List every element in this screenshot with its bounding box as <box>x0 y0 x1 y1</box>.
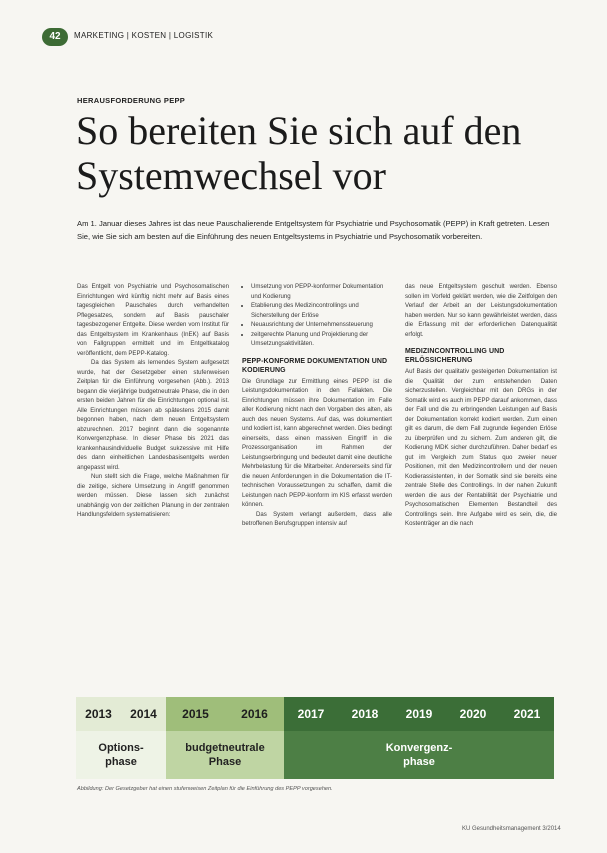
year-label: 2017 <box>297 707 325 721</box>
page-number-badge: 42 <box>42 28 68 46</box>
timeline-segment-neutral-years <box>166 697 284 731</box>
action-field-list <box>242 282 392 349</box>
paragraph: Da das System als lernendes System aufgesetzt wurde, hat der Gesetzgeber einen stufenweisen Zeitplan für die Einführung vorgesehen (Abb.). 2013 begann die vierjährige budgetneutrale Phase, die in den ersten beiden Jahren für die Einrichtungen optional ist. Alle Einrichtungen müssen ab spätestens 2015 damit begonnen haben, nach dem neuen Entgeltsystem abzurechnen. 2017 beginnt dann die sogenannte Konvergenzphase. In dieser Phase bis 2021 das krankenhausindividuelle Budget sukzessive mit Hilfe des dann einheitlichen Landesbasisentgelts werden angepasst wird. <box>77 359 229 471</box>
section-heading: MEDIZINCONTROLLING UND ERLÖSSICHERUNG <box>405 348 505 364</box>
text-column-3 <box>405 282 557 529</box>
text-column-2 <box>242 282 392 529</box>
year-label: 2020 <box>459 707 487 721</box>
article-title: So bereiten Sie sich auf den Systemwechsel vor <box>76 108 522 198</box>
year-label: 2013 <box>85 707 112 721</box>
year-label: 2019 <box>405 707 433 721</box>
phase-label-options: Options- phase <box>76 731 166 779</box>
phase-label-convergence: Konvergenz- phase <box>284 731 554 779</box>
list-item: • Neuausrichtung der Unternehmenssteuerung <box>251 320 392 330</box>
year-label: 2015 <box>182 707 209 721</box>
year-label: 2018 <box>351 707 379 721</box>
paragraph: Auf Basis der qualitativ gesteigerten Dokumentation ist die Qualität der zum entstehenden Daten sicherzustellen. Vergleichbar mit den DRGs in der Somatik wird es auch im PEPP darauf ankommen, dass der Fall und die zu erbringenden Leistungen auf Basis der Dokumentation korrekt kodiert werden. Zum einen gilt es darum, die dem Fall zugrunde liegenden Erlöse zu überprüfen und zu sichern. Zum anderen gilt, die Kodierung MDK sicher durchzuführen. Daher bedarf es gut im Vergleich zum Status quo zweier neuer Positionen, mit den Medizincontrollern und der neuen Kodierassistenten, in der Somatik sind sie bereits eine zentrale Stelle des Controllings. In der nahen Zukunft werden die aus der Rentabilität der Psychiatrie und Psychosomatischen Elementen Bestandteil des Controllings sein. Ihre Aufgabe wird es sein, die, die Kostenträger an die nach <box>405 368 557 527</box>
year-label: 2014 <box>130 707 157 721</box>
year-label: 2021 <box>513 707 541 721</box>
section-header: MARKETING | KOSTEN | LOGISTIK <box>74 31 214 40</box>
pepp-timeline <box>76 697 554 779</box>
phase-label-budgetneutral: budgetneutrale Phase <box>166 731 284 779</box>
list-item: • zeitgerechte Planung und Projektierung der Umsetzungsaktivitäten. <box>251 330 392 349</box>
section-heading: PEPP-KONFORME DOKUMENTATION UND KODIERUNG <box>242 357 388 374</box>
paragraph: Das Entgelt von Psychiatrie und Psychosomatischen Einrichtungen wird künftig nicht mehr auf Basis eines tagesgleichen Pauschales durch verhandelten Pflegesatzes, sondern auf Basis pauschaler tagesbezogener Entgelte. Diese werden vom Institut für das Entgeltsystem im Krankenhaus (InEK) auf Basis von Fallgruppen ermittelt und im Entgeltkatalog veröffentlicht, dem PEPP-Katalog. <box>77 283 229 357</box>
page-footer: KU Gesundheitsmanagement 3/2014 <box>462 826 561 832</box>
paragraph: Das System verlangt außerdem, dass alle betroffenen Berufsgruppen intensiv auf <box>242 510 392 527</box>
paragraph: Nun stellt sich die Frage, welche Maßnahmen für die zeitige, sichere Umsetzung in Angriff genommen werden müssen. Diese lassen sich zunächst unabhängig von der zeitlichen Planung in der zentralen Handlungsfeldern systematisieren: <box>77 473 229 518</box>
list-item: • Etablierung des Medizincontrollings und Sicherstellung der Erlöse <box>251 301 392 320</box>
timeline-phases-row <box>76 731 554 779</box>
figure-caption: Abbildung: Der Gesetzgeber hat einen stufenweisen Zeitplan für die Einführung des PEPP vorgesehen. <box>77 786 333 792</box>
list-item: • Umsetzung von PEPP-konformer Dokumentation und Kodierung <box>251 282 392 301</box>
timeline-segment-convergence-years <box>284 697 554 731</box>
year-label: 2016 <box>241 707 268 721</box>
article-lead: Am 1. Januar dieses Jahres ist das neue Pauschalierende Entgeltsystem für Psychiatrie und Psychosomatik (PEPP) in Kraft getreten. Lesen Sie, wie Sie sich am besten auf die Einführung des neuen Entgeltsystems in Psychiatrie und Psychosomatik vorbereiten. <box>77 219 550 241</box>
timeline-segment-option-years <box>76 697 166 731</box>
paragraph: Die Grundlage zur Ermittlung eines PEPP ist die Leistungsdokumentation in den Fallakten. Die Einrichtungen müssen ihre Dokumentation im Falle aller Kodierung nicht nach den Vorgaben des alten, als auch des neuen Systems. Auf das, was dokumentiert und kodiert ist, kann abgerechnet werden. Dies bedingt einerseits, dass einen massiven Eingriff in die Prozessorganisation im Rahmen der Leistungserbringung und bedeutet damit eine deutliche Mehrbelastung für die Mitarbeiter. Andererseits sind für die neuen Anforderungen in die Dokumentation die IT-technischen Voraussetzungen zu schaffen, damit die Leistungen nach PEPP-konform im KIS erfasst werden können. <box>242 377 392 508</box>
article-kicker: HERAUSFORDERUNG PEPP <box>77 96 186 105</box>
timeline-years-row <box>76 697 554 731</box>
paragraph: das neue Entgeltsystem geschult werden. Ebenso sollen im Vorfeld geklärt werden, wie die Zeitfolgen den Verlauf der Arbeit an der Leistungsdokumentation haben werden. Nur so kann gewährleistet werden, dass die Erfassung mit der erforderlichen Datenqualität erfolgt. <box>405 283 557 338</box>
text-column-1 <box>77 282 229 520</box>
